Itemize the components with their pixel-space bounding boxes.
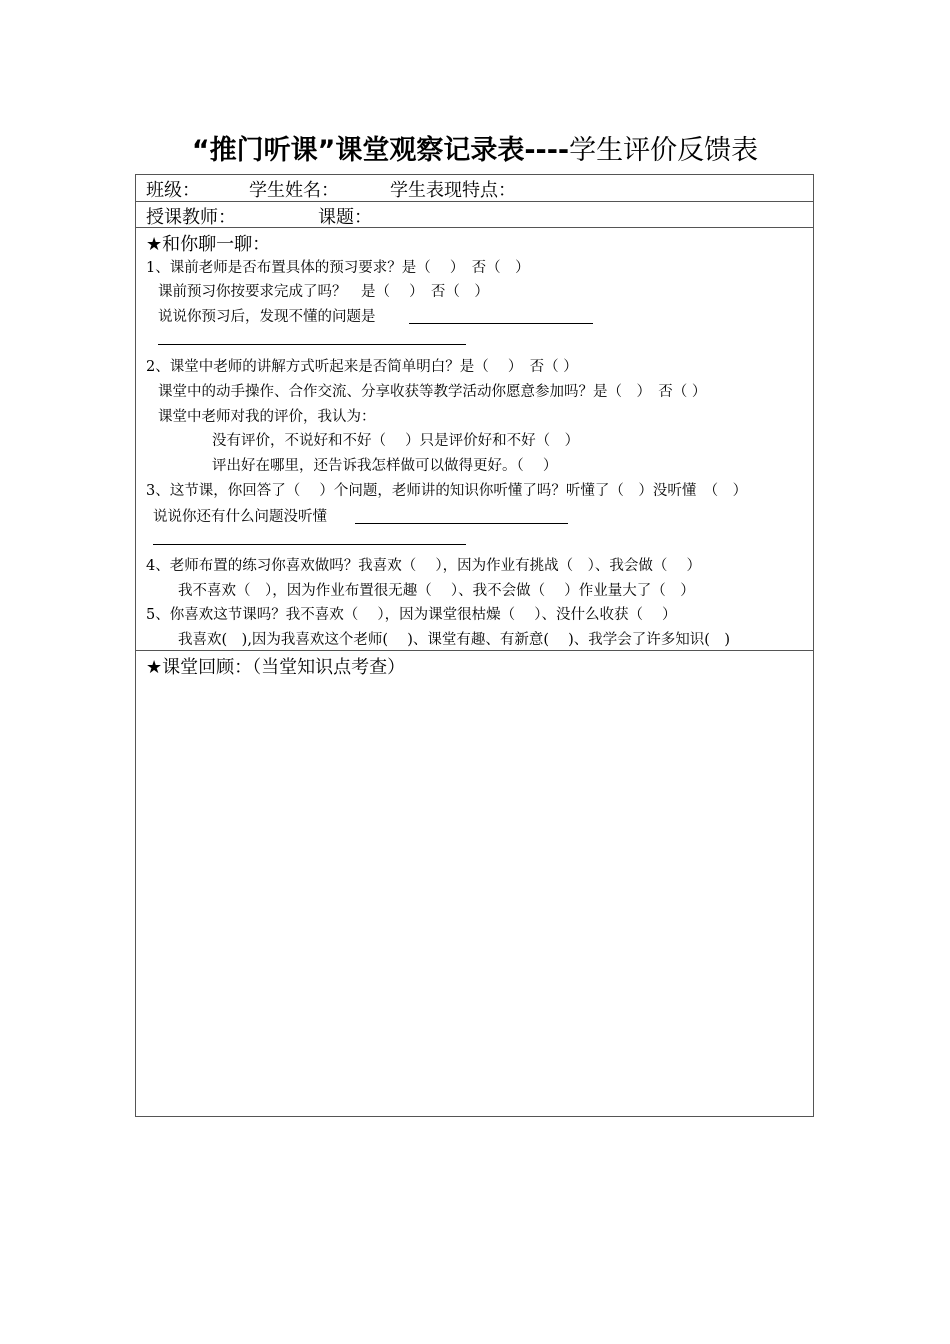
question-4: 4、老师布置的练习你喜欢做吗？我喜欢（ ），因为作业有挑战（ ）、我会做（ ） <box>146 558 701 574</box>
answer-line-1b <box>409 323 593 324</box>
review-section <box>136 651 813 1117</box>
page-title <box>0 128 950 167</box>
answer-line-3b <box>153 544 466 545</box>
student-traits-label: 学生表现特点： <box>390 180 516 201</box>
class-label: 班级： <box>146 180 200 201</box>
chat-title: ★和你聊一聊： <box>146 234 271 255</box>
question-2a: 课堂中的动手操作、合作交流、分享收获等教学活动你愿意参加吗？是（ ） 否（ ） <box>158 384 707 400</box>
question-3a: 说说你还有什么问题没听懂 <box>153 509 327 525</box>
question-1: 1、课前老师是否布置具体的预习要求？是（ ） 否（ ） <box>146 260 530 276</box>
question-2d: 评出好在哪里，还告诉我怎样做可以做得更好。（ ） <box>212 458 558 474</box>
class-row <box>136 175 813 202</box>
question-2b: 课堂中老师对我的评价，我认为： <box>158 409 376 425</box>
observation-form <box>135 174 814 1117</box>
topic-label: 课题： <box>318 207 372 228</box>
answer-line-3a <box>355 523 568 524</box>
question-2: 2、课堂中老师的讲解方式听起来是否简单明白？是（ ） 否（ ） <box>146 359 578 375</box>
question-3: 3、这节课，你回答了（ ）个问题，老师讲的知识你听懂了吗？听懂了（ ）没听懂 （ ） <box>146 483 748 499</box>
student-name-label: 学生姓名： <box>249 180 339 201</box>
question-5: 5、你喜欢这节课吗？我不喜欢（ ），因为课堂很枯燥（ ）、没什么收获（ ） <box>146 607 677 623</box>
question-2c: 没有评价，不说好和不好（ ）只是评价好和不好（ ） <box>212 433 580 449</box>
review-title: ★课堂回顾：（当堂知识点考查） <box>146 657 406 678</box>
teacher-label: 授课教师： <box>146 207 236 228</box>
question-5a: 我喜欢( ),因为我喜欢这个老师( )、课堂有趣、有新意( )、我学会了许多知识( ) <box>178 632 731 648</box>
question-1a: 课前预习你按要求完成了吗？ 是（ ） 否（ ） <box>158 284 489 300</box>
chat-section <box>136 228 813 651</box>
title-normal: 学生评价反馈表 <box>569 135 759 166</box>
answer-line-1c <box>158 344 466 345</box>
question-1b: 说说你预习后，发现不懂的问题是 <box>158 309 376 325</box>
question-4a: 我不喜欢（ ），因为作业布置很无趣（ ）、我不会做（ ）作业量大了（ ） <box>178 583 695 599</box>
title-bold: “推门听课”课堂观察记录表---- <box>191 135 570 166</box>
teacher-row <box>136 202 813 228</box>
